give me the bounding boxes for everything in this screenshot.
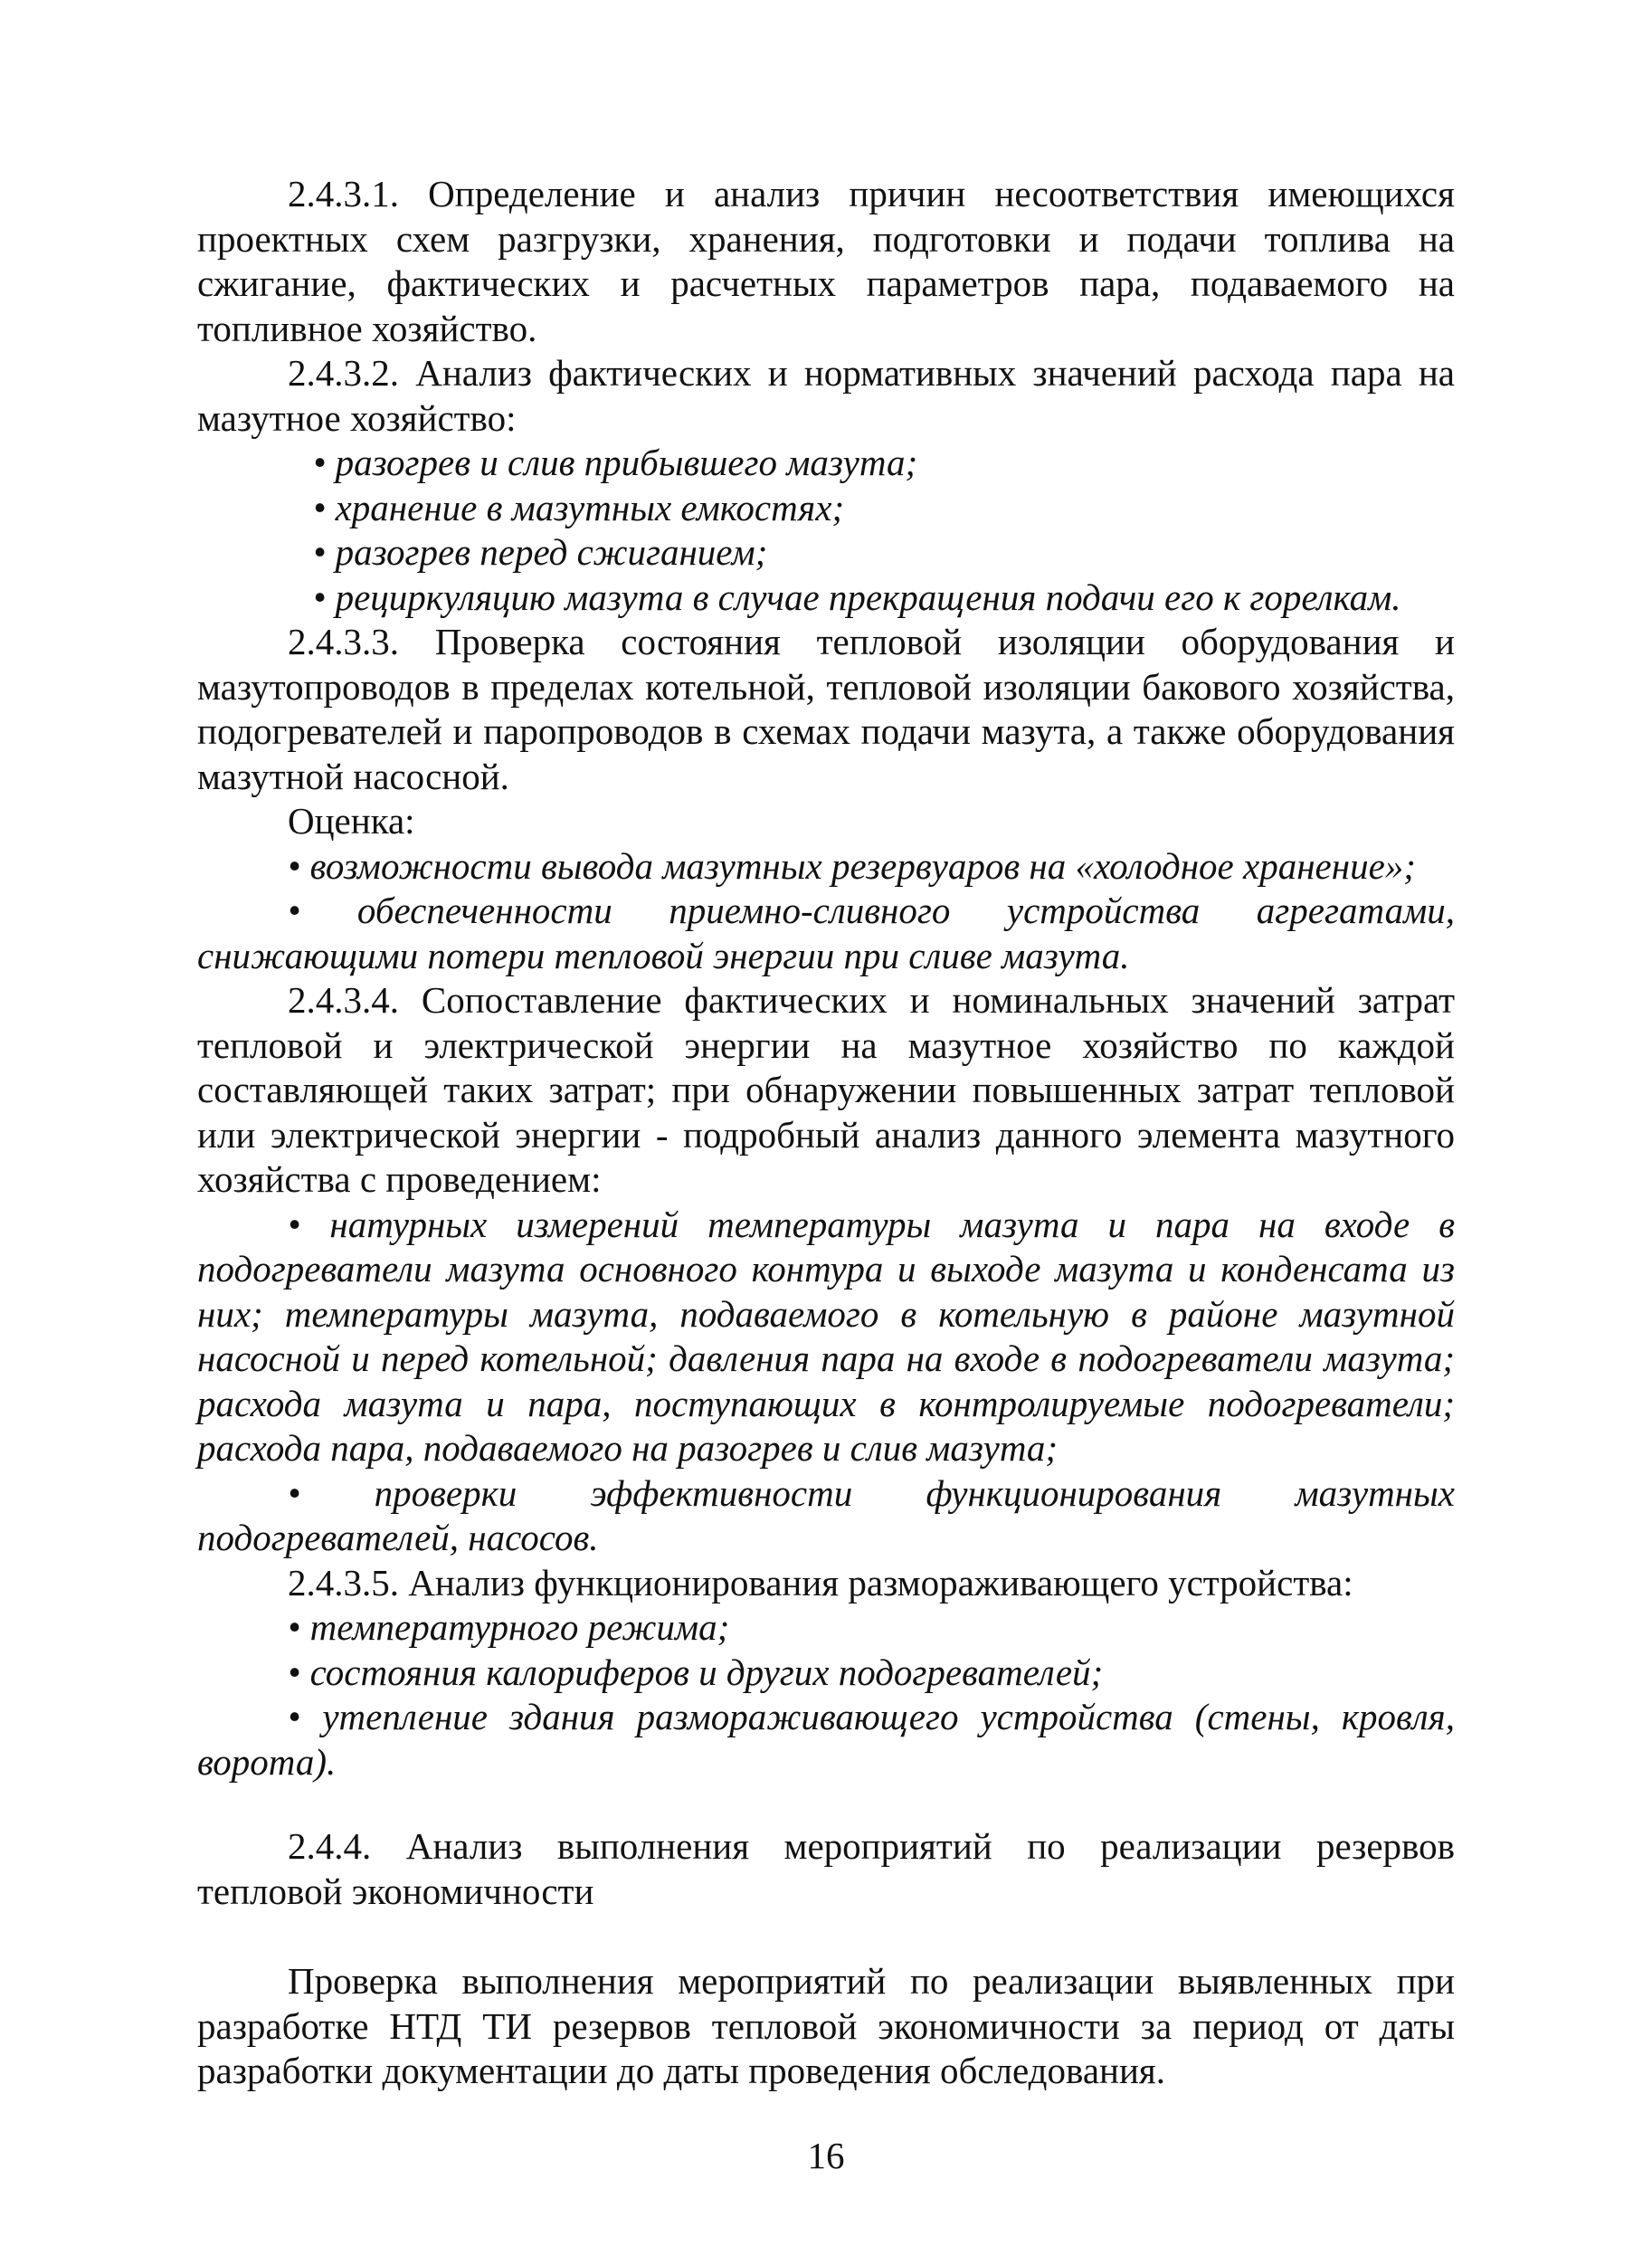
list-item: • разогрев перед сжиганием; bbox=[313, 531, 768, 573]
list-item: • обеспеченности приемно-сливного устройства агрегатами, снижающими потери тепловой энергии при сливе мазута. bbox=[197, 890, 1455, 976]
paragraph-2-4-3-2: 2.4.3.2. Анализ фактических и нормативных значений расхода пара на мазутное хозяйство: bbox=[197, 352, 1455, 439]
paragraph-2-4-3-5: 2.4.3.5. Анализ функционирования размораживающего устройства: bbox=[288, 1561, 1353, 1604]
paragraph-2-4-3-3: 2.4.3.3. Проверка состояния тепловой изоляции оборудования и мазутопроводов в пределах котельной, тепловой изоляции бакового хозяйства, подогревателей и паропроводов в схемах подачи мазута, а также оборудования мазутной насосной. bbox=[197, 621, 1455, 797]
list-item: • утепление здания размораживающего устройства (стены, кровля, ворота). bbox=[197, 1696, 1455, 1783]
list-item: • разогрев и слив прибывшего мазута; bbox=[313, 442, 918, 483]
list-item: • хранение в мазутных емкостях; bbox=[313, 486, 845, 528]
paragraph-2-4-3-1: 2.4.3.1. Определение и анализ причин несоответствия имеющихся проектных схем разгрузки, хранения, подготовки и подачи топлива на сжигание, фактических и расчетных параметров пара, подаваемого на топливное хозяйство. bbox=[197, 173, 1455, 349]
list-item: • состояния калориферов и других подогревателей; bbox=[288, 1651, 1104, 1693]
section-heading-2-4-4: 2.4.4. Анализ выполнения мероприятий по реализации резервов тепловой экономичности bbox=[197, 1825, 1455, 1912]
list-item: • проверки эффективности функционирования мазутных подогревателей, насосов. bbox=[197, 1471, 1455, 1558]
page-number: 16 bbox=[807, 2135, 845, 2176]
list-item: • рециркуляцию мазута в случае прекращения подачи его к горелкам. bbox=[313, 576, 1401, 618]
list-item: • температурного режима; bbox=[288, 1606, 730, 1648]
list-item: • натурных измерений температуры мазута и пара на входе в подогреватели мазута основного контура и выходе мазута и конденсата из них; температуры мазута, подаваемого в котельную в районе мазутной насосной и перед котельной; давления пара на входе в подогреватели мазута; расхода мазута и пара, поступающих в контролируемые подогреватели; расхода пара, подаваемого на разогрев и слив мазута; bbox=[197, 1203, 1455, 1469]
paragraph-2-4-3-4: 2.4.3.4. Сопоставление фактических и номинальных значений затрат тепловой и электрической энергии на мазутное хозяйство по каждой составляющей таких затрат; при обнаружении повышенных затрат тепловой или электрической энергии - подробный анализ данного элемента мазутного хозяйства с проведением: bbox=[197, 979, 1455, 1200]
paragraph-2-4-4-body: Проверка выполнения мероприятий по реализации выявленных при разработке НТД ТИ резервов тепловой экономичности за период от даты разработки документации до даты проведения обследования. bbox=[197, 1960, 1455, 2091]
list-item: • возможности вывода мазутных резервуаров на «холодное хранение»; bbox=[288, 844, 1416, 887]
page-content bbox=[197, 172, 1455, 2094]
assessment-label: Оценка: bbox=[288, 800, 415, 842]
